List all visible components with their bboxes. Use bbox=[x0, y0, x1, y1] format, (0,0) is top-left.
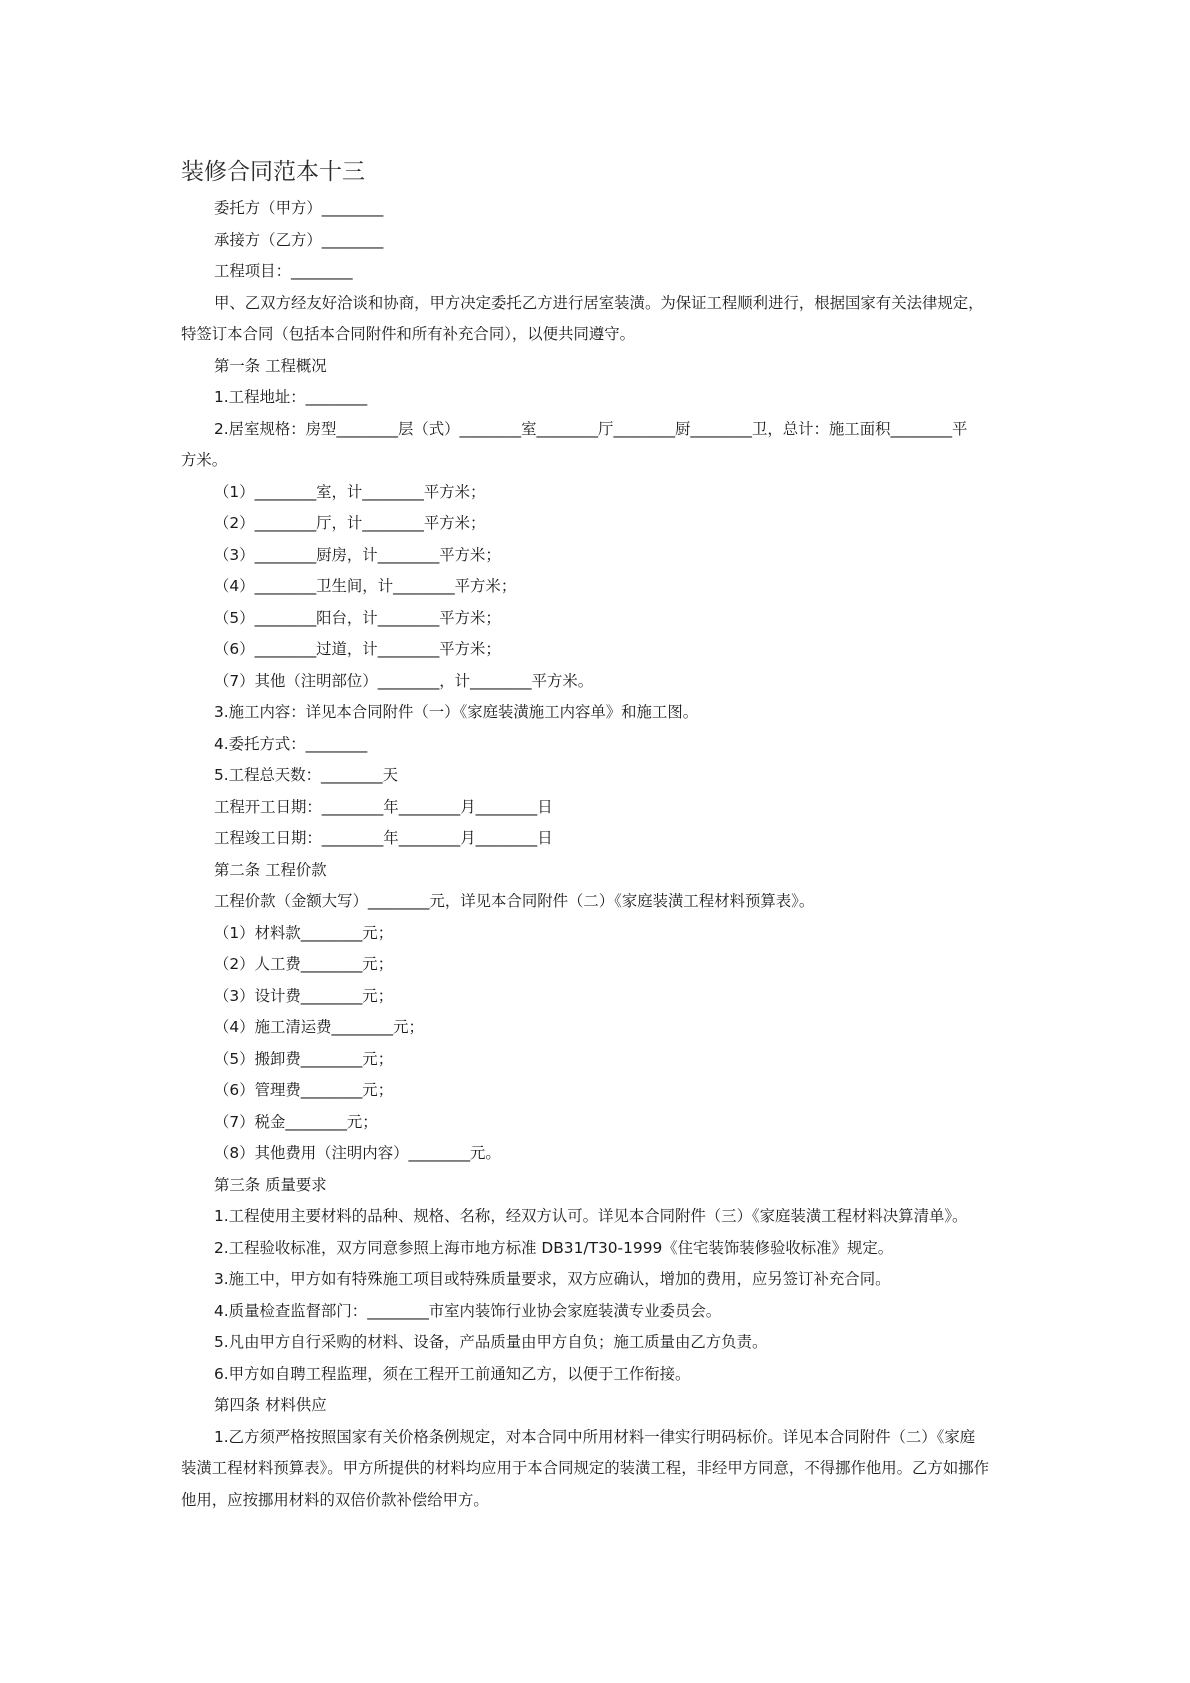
list-item: （7）其他（注明部位）________，计________平方米。 bbox=[214, 671, 594, 690]
preamble-paragraph-line: 甲、乙双方经友好洽谈和协商，甲方决定委托乙方进行居室装潢。为保证工程顺利进行，根据国家有关法律规定， bbox=[214, 293, 984, 312]
list-item: （7）税金________元； bbox=[214, 1112, 378, 1131]
article-2-heading: 第二条 工程价款 bbox=[214, 860, 327, 879]
clause-line: 工程价款（金额大写）________元，详见本合同附件（二）《家庭装潢工程材料预算表》。 bbox=[214, 892, 815, 910]
clause-line: 他用，应按挪用材料的双倍价款补偿给甲方。 bbox=[181, 1490, 489, 1509]
clause-line: 3.施工内容：详见本合同附件（一）《家庭装潢施工内容单》和施工图。 bbox=[214, 703, 699, 721]
clause-line: 工程竣工日期：________年________月________日 bbox=[214, 829, 553, 847]
clause-line: 5.凡由甲方自行采购的材料、设备，产品质量由甲方自负；施工质量由乙方负责。 bbox=[214, 1333, 768, 1351]
list-item: （6）管理费________元； bbox=[214, 1081, 394, 1099]
clause-line: 装潢工程材料预算表》。甲方所提供的材料均应用于本合同规定的装潢工程，非经甲方同意，不得挪作他用。乙方如挪作 bbox=[181, 1459, 990, 1477]
clause-line: 4.质量检查监督部门：________市室内装饰行业协会家庭装潢专业委员会。 bbox=[214, 1301, 722, 1320]
list-item: （5）________阳台，计________平方米； bbox=[214, 608, 501, 627]
article-4-heading: 第四条 材料供应 bbox=[214, 1396, 327, 1414]
article-3-heading: 第三条 质量要求 bbox=[214, 1175, 327, 1194]
clause-line: 4.委托方式：________ bbox=[214, 734, 368, 753]
clause-line: 6.甲方如自聘工程监理，须在工程开工前通知乙方，以便于工作衔接。 bbox=[214, 1364, 691, 1383]
clause-line: 工程开工日期：________年________月________日 bbox=[214, 797, 553, 816]
list-item: （6）________过道，计________平方米； bbox=[214, 640, 501, 658]
clause-line: 1.工程使用主要材料的品种、规格、名称，经双方认可。详见本合同附件（三）《家庭装潢工程材料决算清单》。 bbox=[214, 1207, 968, 1225]
list-item: （4）________卫生间，计________平方米； bbox=[214, 577, 517, 595]
clause-line: 3.施工中，甲方如有特殊施工项目或特殊质量要求，双方应确认，增加的费用，应另签订补充合同。 bbox=[214, 1270, 891, 1288]
project-line: 工程项目：________ bbox=[214, 262, 353, 280]
party-a-line: 委托方（甲方）________ bbox=[214, 199, 384, 217]
party-b-line: 承接方（乙方）________ bbox=[214, 230, 384, 249]
clause-line: 2.工程验收标准，双方同意参照上海市地方标准 DB31/T30-1999《住宅装饰装修验收标准》规定。 bbox=[214, 1238, 894, 1257]
article-1-heading: 第一条 工程概况 bbox=[214, 356, 327, 375]
list-item: （5）搬卸费________元； bbox=[214, 1049, 394, 1068]
clause-line: 1.乙方须严格按照国家有关价格条例规定，对本合同中所用材料一律实行明码标价。详见本合同附件（二）《家庭 bbox=[214, 1427, 976, 1446]
list-item: （8）其他费用（注明内容）________元。 bbox=[214, 1144, 501, 1162]
list-item: （1）________室，计________平方米； bbox=[214, 482, 486, 501]
clause-line: 1.工程地址：________ bbox=[214, 388, 368, 406]
clause-line: 方米。 bbox=[181, 451, 228, 469]
clause-line: 2.居室规格：房型________层（式）________室________厅________厨________卫，总计：施工面积________平 bbox=[214, 419, 968, 438]
document-title: 装修合同范本十三 bbox=[181, 159, 365, 185]
list-item: （2）________厅，计________平方米； bbox=[214, 514, 486, 532]
list-item: （2）人工费________元； bbox=[214, 955, 394, 973]
list-item: （3）设计费________元； bbox=[214, 986, 394, 1005]
clause-line: 5.工程总天数：________天 bbox=[214, 766, 398, 784]
preamble-paragraph-line: 特签订本合同（包括本合同附件和所有补充合同），以便共同遵守。 bbox=[181, 325, 636, 343]
list-item: （1）材料款________元； bbox=[214, 923, 394, 942]
document-body bbox=[181, 193, 1021, 1516]
list-item: （3）________厨房，计________平方米； bbox=[214, 545, 501, 564]
list-item: （4）施工清运费________元； bbox=[214, 1018, 424, 1036]
